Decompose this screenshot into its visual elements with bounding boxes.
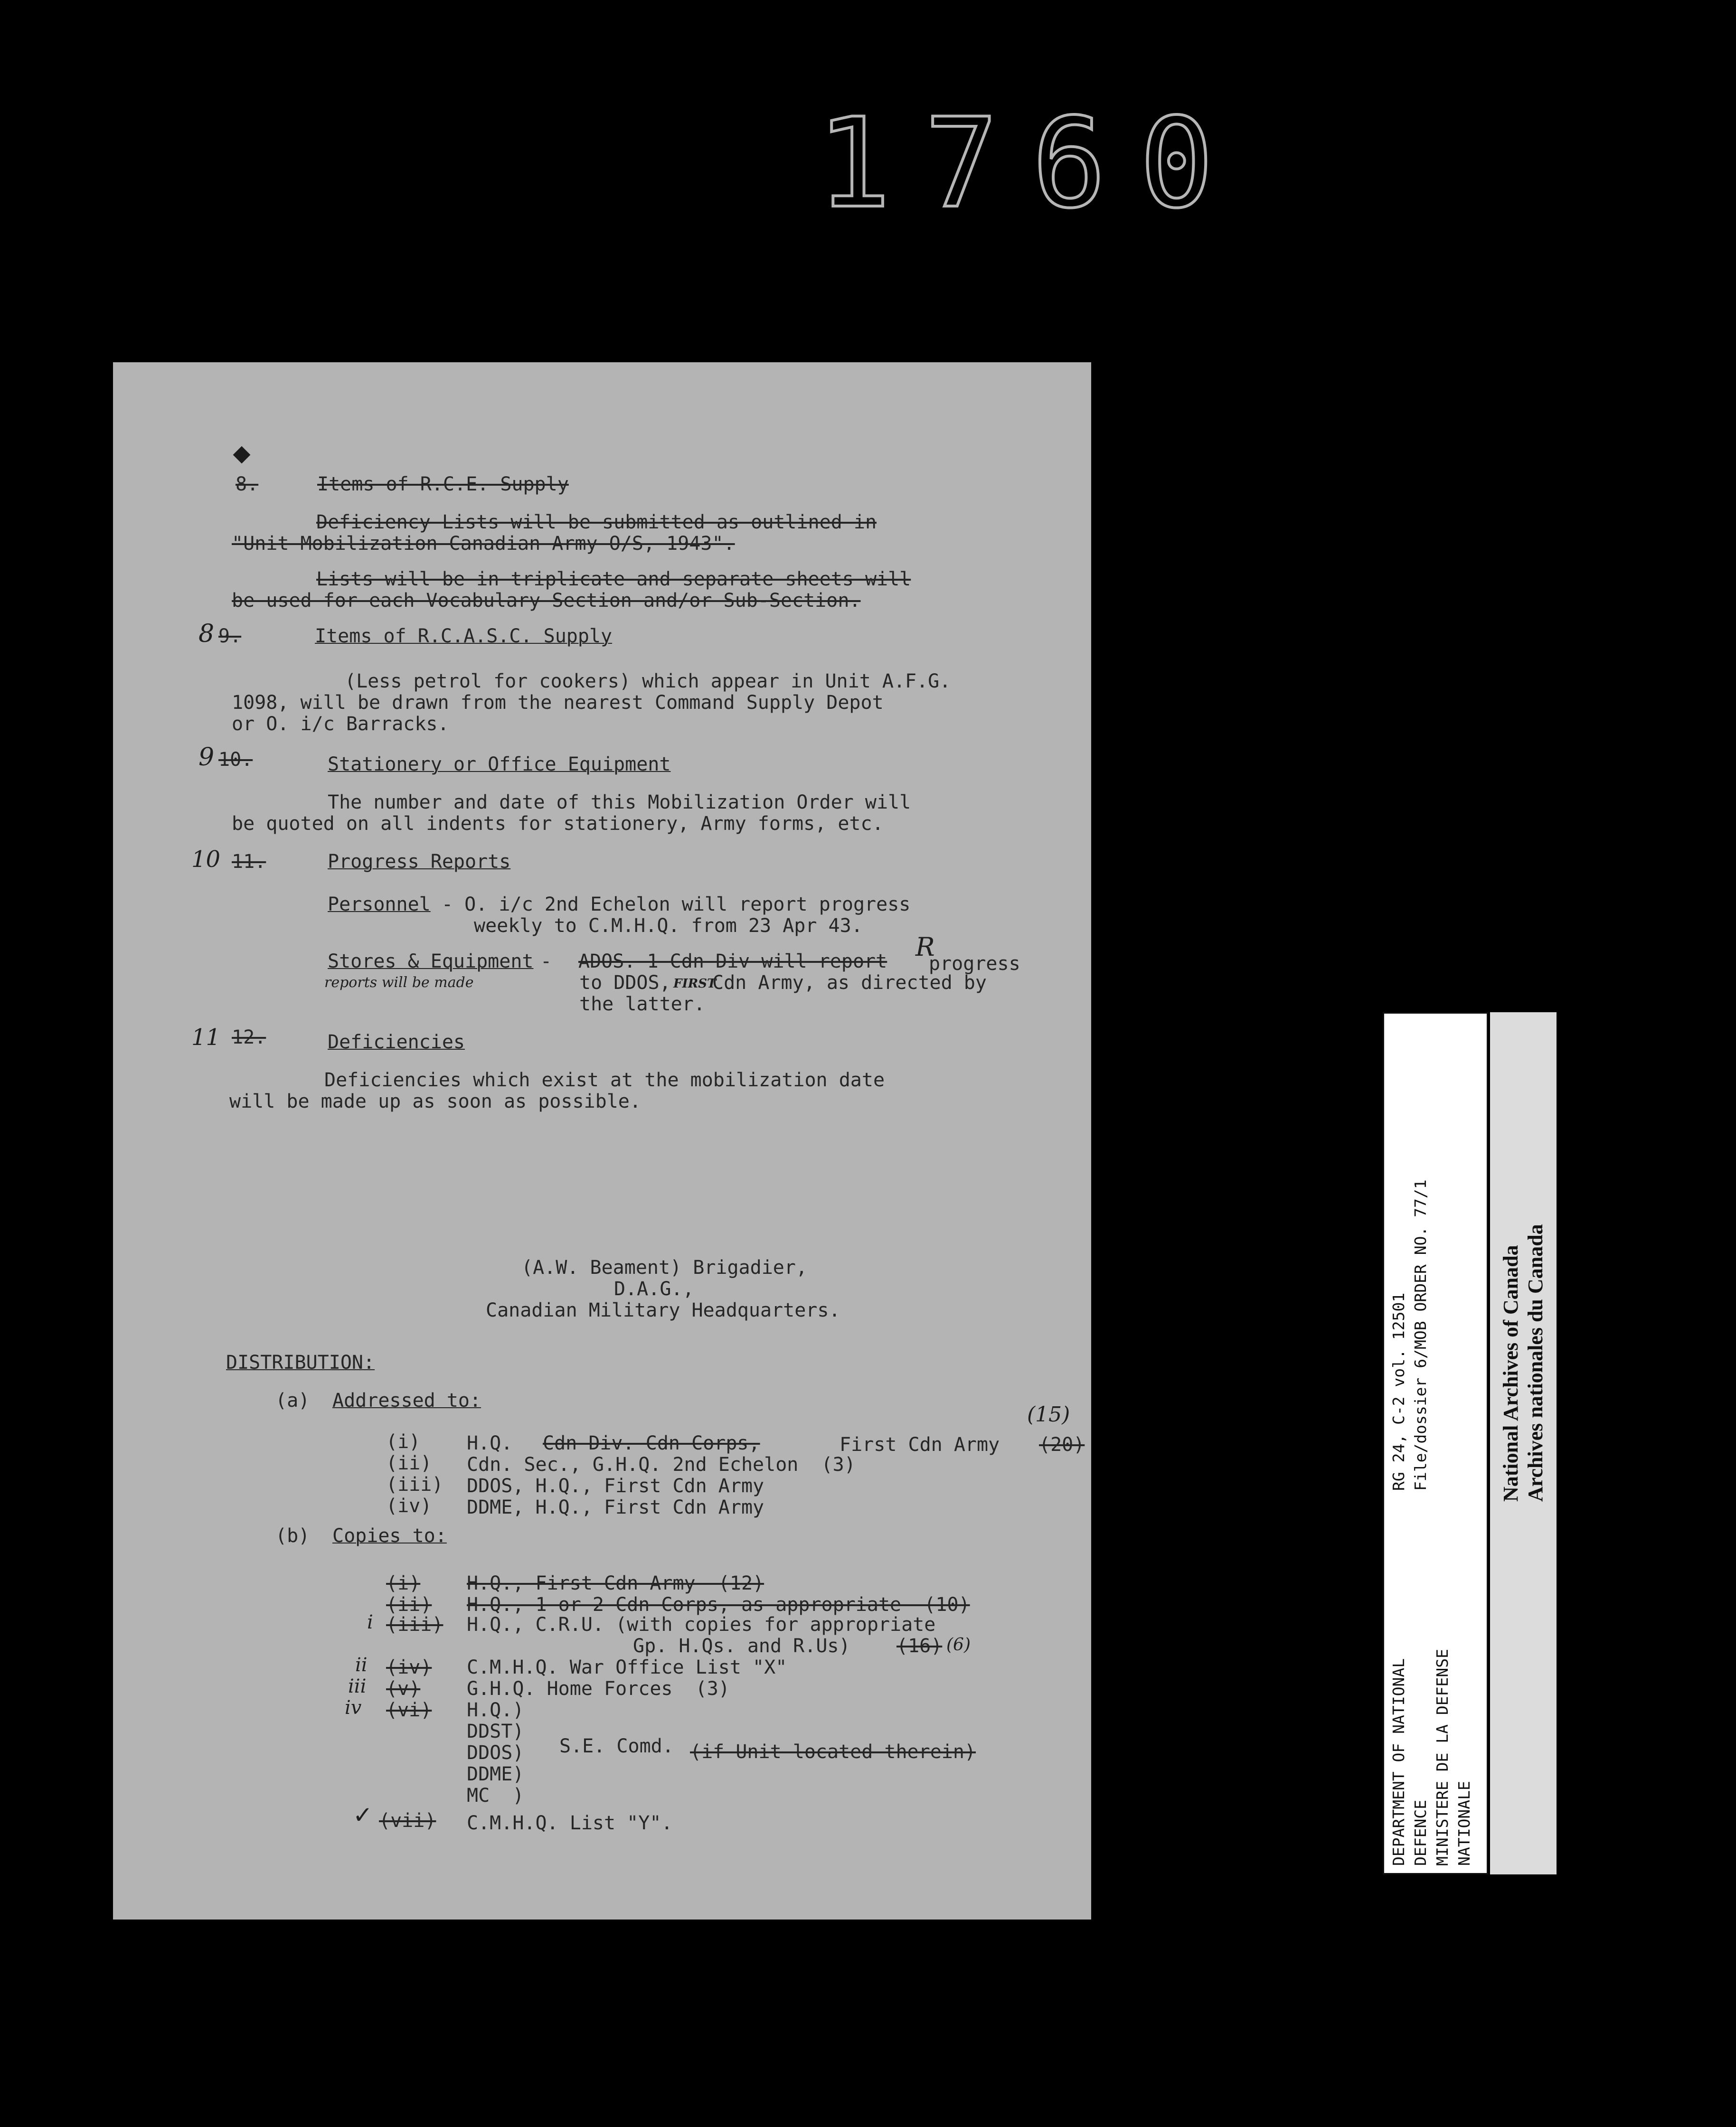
s8-old-line3: Lists will be in triplicate and separate sheets will: [316, 568, 911, 590]
stores-line3: the latter.: [579, 993, 705, 1015]
label-ref-line1: RG 24, C-2 vol. 12501: [1389, 1292, 1408, 1491]
dist-b-item-count-struck: (16): [896, 1635, 943, 1657]
s9-typed-number: 10.: [218, 749, 253, 771]
signature-line3: Canadian Military Headquarters.: [486, 1299, 840, 1321]
s8-line1: (Less petrol for cookers) which appear in Unit A.F.G.: [345, 670, 951, 692]
dist-a-item-text: Cdn. Sec., G.H.Q. 2nd Echelon (3): [467, 1454, 856, 1476]
dist-b-item-text: C.M.H.Q. List "Y".: [467, 1812, 673, 1834]
dist-b-item-struck-tail: (if Unit located therein): [690, 1741, 976, 1763]
dist-b-item-hand-num: iv: [345, 1697, 362, 1719]
s11-line2: will be made up as soon as possible.: [229, 1091, 641, 1112]
dist-b-item-middle: S.E. Comd.: [559, 1735, 674, 1757]
checkmark-icon: ✓: [353, 1801, 373, 1829]
label-dept-line1: DEPARTMENT OF NATIONAL: [1389, 1658, 1408, 1866]
s8-title: Items of R.C.A.S.C. Supply: [315, 625, 613, 647]
microfilm-frame-number: 1760: [817, 92, 1247, 235]
dist-b-item-text: DDST): [467, 1721, 524, 1742]
label-dept-line4: NATIONALE: [1455, 1781, 1473, 1866]
document-page: [113, 362, 1091, 1920]
document-text: [113, 362, 1091, 1920]
s8-typed-number: 9.: [218, 625, 242, 647]
dist-b-item-count-hand: (6): [946, 1635, 971, 1655]
dist-b-item-text: DDOS): [467, 1742, 524, 1764]
dist-b-title: Copies to:: [332, 1525, 447, 1547]
archive-reference-label: [1383, 1012, 1488, 1874]
dist-a-item-text: DDME, H.Q., First Cdn Army: [467, 1496, 764, 1518]
personnel-label: Personnel: [328, 894, 431, 915]
s10-hand-number: 10: [191, 846, 221, 873]
dist-b-label: (b): [275, 1525, 310, 1547]
stamp-line2: Archives nationales du Canada: [1524, 1224, 1547, 1502]
label-dept-line3: MINISTERE DE LA DEFENSE: [1433, 1649, 1452, 1866]
dist-b-item-text: DDME): [467, 1763, 524, 1785]
dist-a-item-count-struck: (20): [1039, 1434, 1085, 1456]
dist-b-item-text: Gp. H.Qs. and R.Us): [633, 1635, 850, 1657]
s8-old-line2: "Unit Mobilization Canadian Army O/S, 1943".: [232, 533, 735, 555]
s11-title: Deficiencies: [328, 1031, 465, 1053]
stores-hand-note: reports will be made: [324, 974, 474, 991]
s8-old-line1: Deficiency Lists will be submitted as outlined in: [316, 511, 877, 533]
dist-b-item-hand-num: iii: [348, 1675, 367, 1697]
stores-struck-text: ADOS. 1 Cdn Div will report: [578, 951, 887, 972]
s8-line3: or O. i/c Barracks.: [232, 713, 449, 735]
s8-old-number: 8.: [236, 473, 259, 495]
dist-b-item-text: H.Q.): [467, 1699, 524, 1721]
stores-line2b: Cdn Army, as directed by: [712, 972, 987, 994]
dist-a-title: Addressed to:: [332, 1390, 481, 1412]
s9-title: Stationery or Office Equipment: [328, 753, 671, 775]
dist-a-item-text: DDOS, H.Q., First Cdn Army: [467, 1475, 764, 1497]
stores-line2a: to DDOS,: [579, 972, 671, 994]
stores-dash: -: [540, 951, 552, 972]
dist-a-item-struck: Cdn Div. Cdn Corps,: [543, 1432, 760, 1454]
s8-old-line4: be used for each Vocabulary Section and/or Sub-Section.: [232, 590, 861, 612]
dist-a-item-num: (i): [386, 1431, 421, 1453]
s9-line2: be quoted on all indents for stationery, Army forms, etc.: [232, 813, 884, 835]
stamp-line1: National Archives of Canada: [1499, 1245, 1522, 1502]
distribution-heading: DISTRIBUTION:: [226, 1352, 375, 1374]
s11-hand-number: 11: [191, 1024, 221, 1051]
dist-b-item-num: (i): [386, 1572, 421, 1594]
dist-a-item-text: H.Q.: [467, 1432, 513, 1454]
dist-b-item-text: C.M.H.Q. War Office List "X": [467, 1656, 787, 1678]
archive-stamp-label: [1490, 1012, 1557, 1874]
s9-line1: The number and date of this Mobilization Order will: [328, 791, 911, 813]
signature-line2: D.A.G.,: [614, 1278, 694, 1300]
dist-b-item-text: H.Q., C.R.U. (with copies for appropriate: [467, 1614, 936, 1636]
dist-b-item-num: (iv): [386, 1656, 432, 1678]
stores-hand-r: R: [915, 932, 935, 962]
stores-progress: progress: [929, 953, 1020, 975]
s11-line1: Deficiencies which exist at the mobilization date: [324, 1069, 885, 1091]
s9-hand-number: 9: [198, 743, 215, 772]
margin-pointer-icon: [233, 446, 251, 464]
dist-b-item-num: (iii): [386, 1614, 443, 1636]
dist-b-item-text: H.Q., First Cdn Army (12): [467, 1572, 764, 1594]
s8-hand-number: 8: [198, 620, 215, 648]
stores-label: Stores & Equipment: [328, 951, 534, 972]
s8-line2: 1098, will be drawn from the nearest Command Supply Depot: [232, 692, 884, 714]
dist-a-item-rest: First Cdn Army: [840, 1434, 1000, 1456]
s10-title: Progress Reports: [328, 851, 511, 873]
dist-b-item-text: H.Q., 1 or 2 Cdn Corps, as appropriate (10): [467, 1594, 970, 1616]
dist-b-item-text: MC ): [467, 1785, 524, 1807]
dist-b-item-num: (ii): [386, 1594, 432, 1616]
dist-a-item-num: (iv): [386, 1495, 432, 1517]
dist-b-item-num: (v): [386, 1678, 421, 1700]
s11-typed-number: 12.: [232, 1026, 266, 1048]
dist-a-item-num: (ii): [386, 1452, 432, 1474]
stores-hand-first: FIRST: [673, 977, 717, 991]
dist-b-item-num: (vi): [386, 1699, 432, 1721]
dist-b-item-num: (vii): [379, 1810, 436, 1832]
personnel-line1: - O. i/c 2nd Echelon will report progress: [442, 894, 911, 915]
s10-typed-number: 11.: [232, 851, 266, 873]
dist-a-item-count-hand: (15): [1027, 1402, 1070, 1427]
signature-line1: (A.W. Beament) Brigadier,: [521, 1257, 808, 1279]
s8-old-title: Items of R.C.E. Supply: [317, 473, 569, 495]
dist-a-item-num: (iii): [386, 1474, 443, 1496]
label-dept-line2: DEFENCE: [1411, 1799, 1430, 1866]
dist-b-item-text: G.H.Q. Home Forces (3): [467, 1678, 730, 1700]
dist-a-label: (a): [275, 1390, 310, 1412]
dist-b-item-hand-num: ii: [355, 1654, 368, 1676]
dist-b-item-hand-num: i: [367, 1611, 373, 1633]
personnel-line2: weekly to C.M.H.Q. from 23 Apr 43.: [474, 915, 863, 937]
label-ref-line2: File/dossier 6/MOB ORDER NO. 77/1: [1411, 1179, 1430, 1491]
